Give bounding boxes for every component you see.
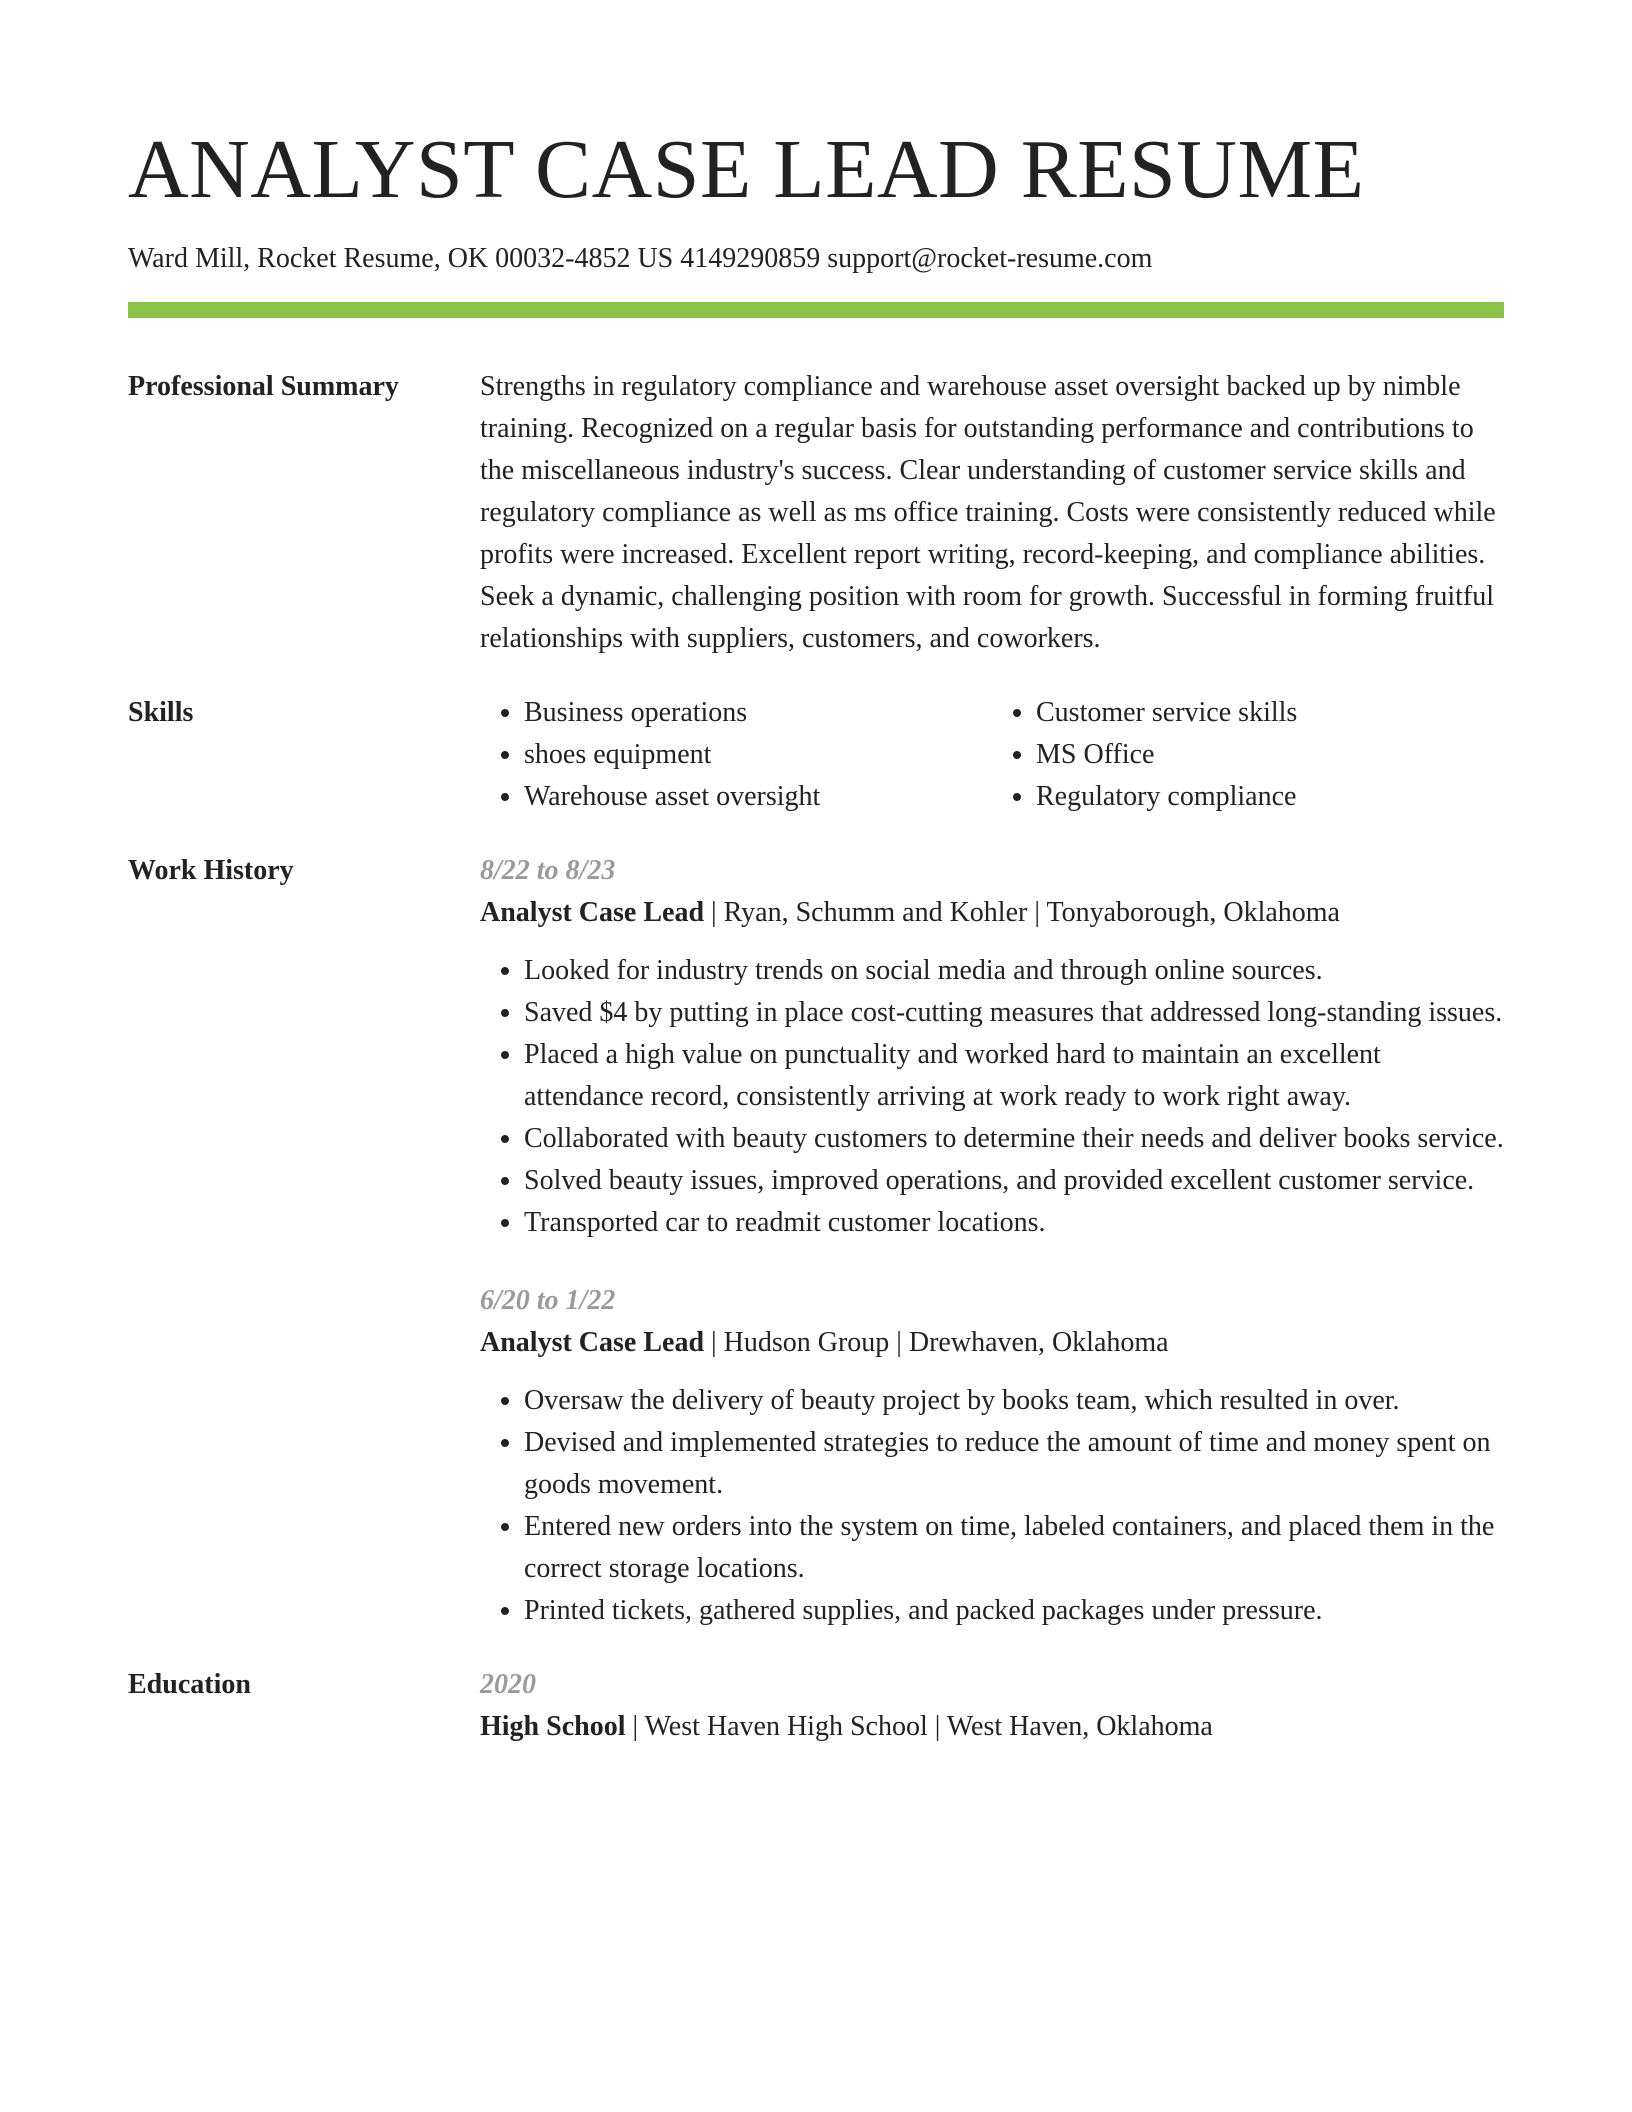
education-heading: Education (128, 1669, 251, 1700)
job-bullet: • Printed tickets, gathered supplies, and packed packages under pressure. (524, 1590, 1504, 1632)
header-divider (128, 302, 1504, 318)
job-details: | Hudson Group | Drewhaven, Oklahoma (704, 1327, 1169, 1358)
skills-heading: Skills (128, 697, 194, 728)
education-details: | West Haven High School | West Haven, Oklahoma (625, 1711, 1213, 1742)
resume-title: ANALYST CASE LEAD RESUME (128, 123, 1365, 216)
skill-item: • Regulatory compliance (1036, 776, 1504, 818)
job-bullet: • Solved beauty issues, improved operations, and provided excellent customer service. (524, 1160, 1504, 1202)
contact-line (128, 242, 1504, 276)
skills-section (128, 692, 1504, 818)
skill-item: • MS Office (1036, 734, 1504, 776)
job-bullet: • Oversaw the delivery of beauty project by books team, which resulted in over. (524, 1380, 1504, 1422)
skills-column-right (992, 692, 1504, 818)
skill-item: • Warehouse asset oversight (524, 776, 992, 818)
job-heading (480, 1322, 1504, 1364)
skill-item: • shoes equipment (524, 734, 992, 776)
work-history-section (128, 850, 1504, 1632)
job-bullet: • Collaborated with beauty customers to determine their needs and deliver books service. (524, 1118, 1504, 1160)
education-year: 2020 (480, 1669, 536, 1700)
job-bullets (480, 950, 1504, 1244)
summary-section (128, 366, 1504, 660)
job-entry (480, 850, 1504, 1244)
job-bullet: • Devised and implemented strategies to reduce the amount of time and money spent on goods movement. (524, 1422, 1504, 1506)
job-bullet: • Looked for industry trends on social media and through online sources. (524, 950, 1504, 992)
job-bullet: • Entered new orders into the system on time, labeled containers, and placed them in the correct storage locations. (524, 1506, 1504, 1590)
job-entry (480, 1280, 1504, 1632)
job-bullet: • Transported car to readmit customer locations. (524, 1202, 1504, 1244)
summary-body (480, 366, 1504, 660)
work-history-body (480, 850, 1504, 1632)
job-title: Analyst Case Lead (480, 897, 705, 928)
work-history-heading: Work History (128, 855, 294, 886)
summary-heading: Professional Summary (128, 371, 399, 402)
skills-list (480, 692, 1504, 818)
job-dates: 8/22 to 8/23 (480, 855, 616, 886)
skills-column-left (480, 692, 992, 818)
contact-address: Ward Mill, Rocket Resume, OK 00032-4852 US (128, 243, 674, 274)
job-dates: 6/20 to 1/22 (480, 1285, 616, 1316)
contact-email: support@rocket-resume.com (827, 243, 1153, 274)
education-degree: High School (480, 1711, 626, 1742)
skill-item: • Customer service skills (1036, 692, 1504, 734)
job-details: | Ryan, Schumm and Kohler | Tonyaborough, Oklahoma (704, 897, 1340, 928)
education-line (480, 1706, 1504, 1748)
summary-text: Strengths in regulatory compliance and warehouse asset oversight backed up by nimble training. Recognized on a regular basis for outstanding performance and contributions to the miscellaneous industry's success. Clear understanding of customer service skills and regulatory compliance as well as ms office training. Costs were consistently reduced while profits were increased. Excellent report writing, record-keeping, and compliance abilities. Seek a dynamic, challenging position with room for growth. Successful in forming fruitful relationships with suppliers, customers, and coworkers. (480, 371, 1496, 654)
job-title: Analyst Case Lead (480, 1327, 705, 1358)
education-section (128, 1664, 1504, 1748)
job-bullet: • Placed a high value on punctuality and worked hard to maintain an excellent attendance record, consistently arriving at work ready to work right away. (524, 1034, 1504, 1118)
job-bullet: • Saved $4 by putting in place cost-cutting measures that addressed long-standing issues. (524, 992, 1504, 1034)
contact-phone: 4149290859 (680, 243, 821, 274)
skill-item: • Business operations (524, 692, 992, 734)
job-bullets (480, 1380, 1504, 1632)
job-heading (480, 892, 1504, 934)
education-body (480, 1664, 1504, 1748)
